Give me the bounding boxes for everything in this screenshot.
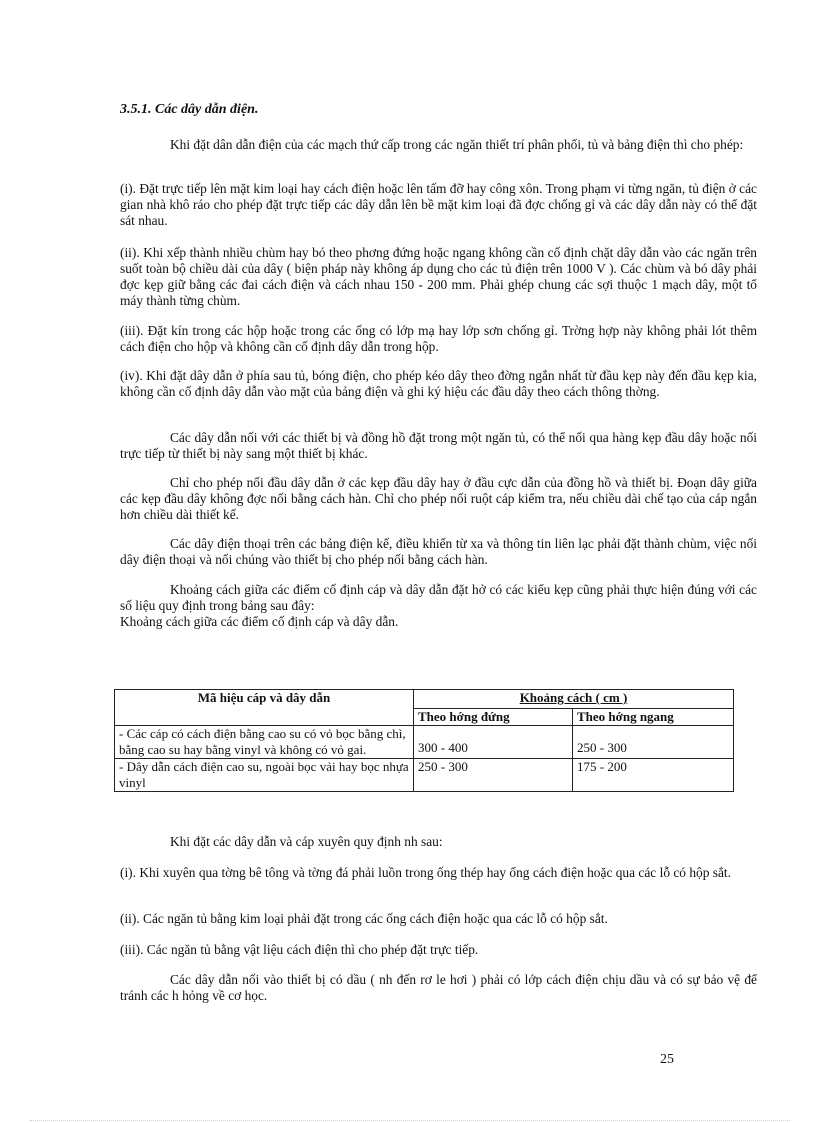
paragraph-item-iii: (iii). Đặt kín trong các hộp hoặc trong các ống có lớp mạ hay lớp sơn chống gỉ. Trờng hợp này không phải lót thêm cách điện cho hộp và không cần cố định dây dẫn trong hộp. (120, 323, 757, 354)
paragraph-item-i: (i). Đặt trực tiếp lên mặt kim loại hay cách điện hoặc lên tấm đỡ hay công xôn. Trong phạm vi từng ngăn, tủ điện ở các gian nhà khô ráo cho phép đặt trực tiếp các dây dẫn lên bề mặt kim loại đã đợc chống gỉ và các dây dẫn này có thể đặt sát nhau. (120, 181, 757, 228)
table-caption: Khoảng cách giữa các điểm cố định cáp và dây dẫn. (120, 614, 399, 629)
cell-horizontal (573, 726, 734, 759)
paragraph-penetration-iii: (iii). Các ngăn tủ bằng vật liệu cách điện thì cho phép đặt trực tiếp. (120, 942, 479, 957)
paragraph-terminals: Chỉ cho phép nối đầu dây dẫn ở các kẹp đầu dây hay ở đầu cực dẫn của đồng hồ và thiết bị. Đoạn dây giữa các kẹp đầu dây không đợc nối bằng cách hàn. Chỉ cho phép nối ruột cáp kiểm tra, nếu chiều dài chế tạo của cáp ngắn hơn chiều dài thiết kế. (120, 475, 757, 522)
col-header-cable-type: Mã hiệu cáp và dây dẫn (115, 690, 414, 726)
paragraph-penetration-intro: Khi đặt các dây dẫn và cáp xuyên quy định nh sau: (170, 834, 443, 849)
col-header-horizontal: Theo hớng ngang (573, 709, 734, 726)
section-heading: 3.5.1. Các dây dẫn điện. (120, 102, 259, 117)
paragraph-item-ii: (ii). Khi xếp thành nhiều chùm hay bó theo phơng đứng hoặc ngang không cần cố định chặt dây dẫn vào các ngăn trên suốt toàn bộ chiều dài của dây ( biện pháp này không áp dụng cho các tủ điện trên 1000 V ). Các chùm và bó dây phải đợc kẹp giữ bằng các đai cách điện và cách nhau 150 - 200 mm. Phải ghép chung các sợi thuộc 1 mạch dây, một tổ máy thành từng chùm. (120, 245, 757, 308)
cell-vertical-value: 300 - 400 (418, 740, 468, 755)
cell-horizontal-value: 250 - 300 (577, 740, 627, 755)
cell-horizontal: 175 - 200 (573, 759, 734, 792)
paragraph-item-iv: (iv). Khi đặt dây dẫn ở phía sau tủ, bóng điện, cho phép kéo dây theo đờng ngắn nhất từ đầu kẹp này đến đầu kẹp kia, không cần cố định dây dẫn vào mặt của bảng điện và ghi ký hiệu các đầu dây theo cách thông thờng. (120, 368, 757, 399)
paragraph-telephone: Các dây điện thoại trên các bảng điện kế, điều khiển từ xa và thông tin liên lạc phải đặt thành chùm, việc nối dây điện thoại và nối chúng vào thiết bị cho phép nối bằng cách hàn. (120, 536, 757, 567)
paragraph-penetration-i: (i). Khi xuyên qua tờng bê tông và tờng đá phải luồn trong ống thép hay ống cách điện hoặc qua các lỗ có hộp sắt. (120, 865, 731, 880)
paragraph-penetration-ii: (ii). Các ngăn tủ bằng kim loại phải đặt trong các ống cách điện hoặc qua các lỗ có hộp sắt. (120, 911, 608, 926)
table-row (115, 726, 734, 759)
paragraph-intro: Khi đặt dân dẫn điện của các mạch thứ cấp trong các ngăn thiết trí phân phối, tủ và bảng điện thì cho phép: (170, 137, 744, 152)
paragraph-distance-intro: Khoảng cách giữa các điểm cố định cáp và dây dẫn đặt hở có các kiểu kẹp cũng phải thực hiện đúng với các số liệu quy định trong bảng sau đây: (120, 582, 757, 613)
cell-vertical (414, 726, 573, 759)
paragraph-connections: Các dây dẫn nối với các thiết bị và đồng hồ đặt trong một ngăn tủ, có thể nối qua hàng kẹp đầu dây hoặc nối trực tiếp từ thiết bị này sang một thiết bị khác. (120, 430, 757, 461)
table-row (115, 759, 734, 792)
table-header-row (115, 690, 734, 709)
col-header-distance: Khoảng cách ( cm ) (414, 690, 734, 709)
page-number: 25 (660, 1052, 674, 1067)
cell-vertical: 250 - 300 (414, 759, 573, 792)
paragraph-oil-equipment: Các dây dẫn nối vào thiết bị có dầu ( nh đến rơ le hơi ) phải có lớp cách điện chịu dầu và có sự bảo vệ để tránh các h hỏng về cơ học. (120, 972, 757, 1003)
distance-table (114, 689, 734, 792)
footer-divider (30, 1120, 790, 1121)
cell-desc: - Dây dẫn cách điện cao su, ngoài bọc vải hay bọc nhựa vinyl (115, 759, 414, 792)
cell-desc: - Các cáp có cách điện bằng cao su có vỏ bọc bằng chì, bằng cao su hay bằng vinyl và không có vỏ gai. (115, 726, 414, 759)
col-header-vertical: Theo hớng đứng (414, 709, 573, 726)
